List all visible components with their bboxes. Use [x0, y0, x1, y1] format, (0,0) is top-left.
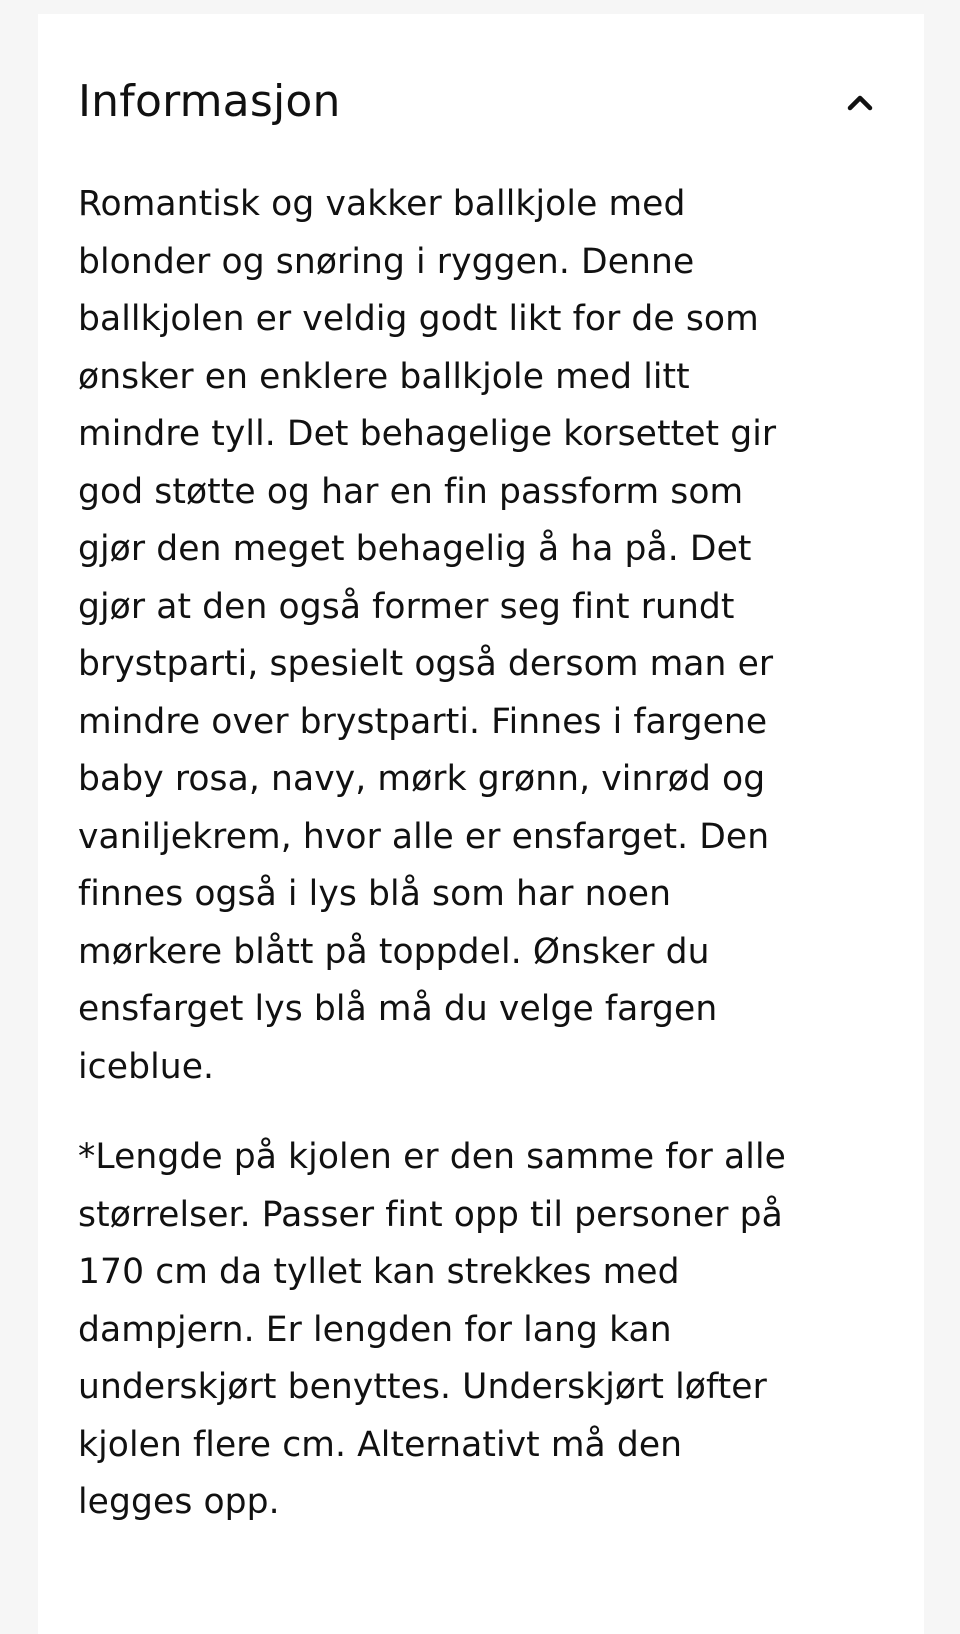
length-note-paragraph: *Lengde på kjolen er den samme for alle størrelser. Passer fint opp til personer på 170 cm da tyllet kan strekkes med dampjern. Er lengden for lang kan underskjørt benyttes. Underskjørt løfter kjolen flere cm. Alternativt må den legges opp. [78, 1137, 786, 1522]
product-info-panel [38, 14, 924, 1634]
accordion-content [78, 176, 898, 1532]
chevron-up-icon[interactable] [836, 78, 884, 126]
accordion-header[interactable] [78, 74, 884, 158]
chevron-up-icon-graphic [836, 78, 884, 126]
description-paragraph: Romantisk og vakker ballkjole med blonder og snøring i ryggen. Denne ballkjolen er veldig godt likt for de som ønsker en enklere ballkjole med litt mindre tyll. Det behagelige korsettet gir god støtte og har en fin passform som gjør den meget behagelig å ha på. Det gjør at den også former seg fint rundt brystparti, spesielt også dersom man er mindre over brystparti. Finnes i fargene baby rosa, navy, mørk grønn, vinrød og vaniljekrem, hvor alle er ensfarget. Den finnes også i lys blå som har noen mørkere blått på toppdel. Ønsker du ensfarget lys blå må du velge fargen iceblue. [78, 184, 777, 1087]
accordion-title: Informasjon [78, 76, 341, 127]
